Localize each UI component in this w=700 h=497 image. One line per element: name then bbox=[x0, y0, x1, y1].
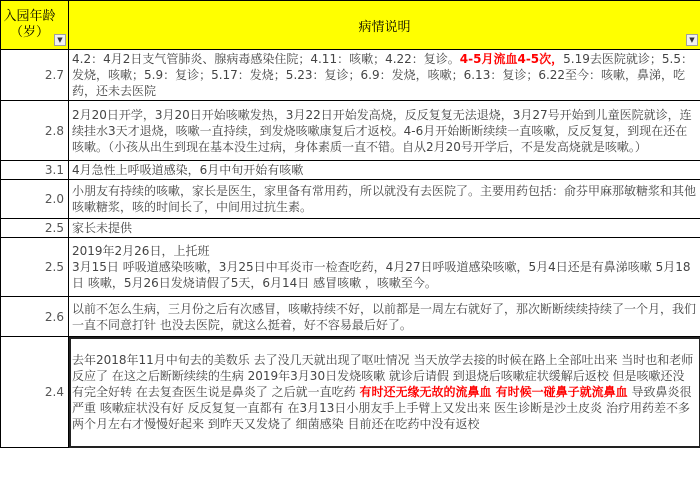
table-row bbox=[1, 50, 700, 101]
filter-dropdown-icon[interactable]: ▼ bbox=[54, 34, 66, 46]
description-cell[interactable] bbox=[69, 161, 700, 180]
description-cell[interactable] bbox=[69, 219, 700, 238]
description-text: 以前不怎么生病，三月份之后有次感冒，咳嗽持续不好，以前都是一周左右就好了，那次断断续续持续了一个月，我们一直不同意打针 也没去医院，就这么挺着，好不容易最后好了。 bbox=[72, 301, 697, 332]
description-cell[interactable] bbox=[69, 297, 700, 337]
highlighted-text: 4-5月流血4-5次， bbox=[459, 52, 564, 66]
description-cell[interactable] bbox=[69, 101, 700, 161]
description-text: 4.2：4月2日支气管肺炎、腺病毒感染住院；4.11：咳嗽；4.22：复诊。 bbox=[72, 52, 460, 66]
header-row bbox=[1, 1, 700, 50]
age-cell[interactable]: 2.0 bbox=[1, 180, 69, 219]
age-cell[interactable]: 2.4 bbox=[1, 337, 69, 448]
description-text: 小朋友有持续的咳嗽，家长是医生，家里备有常用药，所以就没有去医院了。主要用药包括：俞芬甲麻那敏糖浆和其他咳嗽糖浆，咳的时间长了，中间用过抗生素。 bbox=[72, 184, 697, 214]
table-row bbox=[1, 101, 700, 161]
description-text: 导致鼻炎很严重 咳嗽症状没有好 反反复复一直都有 在3月13日小朋友手上手臂上又发出来 医生诊断是沙土皮炎 治疗用药差不多两个月左右才慢慢好起来 到昨天又发烧了 细菌感染 目前还在吃药中没有返校 bbox=[72, 385, 692, 431]
age-cell[interactable]: 3.1 bbox=[1, 161, 69, 180]
description-text: 去年2018年11月中旬去的美数乐 去了没几天就出现了呕吐情况 当天放学去接的时候在路上全部吐出来 当时也和老师反应了 在这之后断断续续的生病 2019年3月30日发烧咳嗽 就诊后请假 到退烧后咳嗽症状缓解后返校 但是咳嗽还没有完全好转 在去复查医生说是鼻炎了 之后就一直吃药 bbox=[72, 353, 694, 399]
description-text: 4月急性上呼吸道感染，6月中旬开始有咳嗽 bbox=[72, 163, 304, 177]
table-row bbox=[1, 337, 700, 448]
description-text: 2019年2月26日，上托班 3月15日 呼吸道感染咳嗽，3月25日中耳炎市一检查吃药，4月27日呼吸道感染咳嗽，5月4日还是有鼻涕咳嗽 5月18日 咳嗽，5月26日发烧请假了5天，6月14日 感冒咳嗽 ，咳嗽至今。 bbox=[72, 244, 691, 290]
description-cell[interactable] bbox=[69, 238, 700, 297]
description-header-label: 病情说明 bbox=[358, 19, 411, 35]
table-row bbox=[1, 238, 700, 297]
age-cell[interactable]: 2.5 bbox=[1, 238, 69, 297]
table-row bbox=[1, 161, 700, 180]
description-column-header[interactable] bbox=[69, 1, 700, 50]
table-row bbox=[1, 297, 700, 337]
age-column-header[interactable] bbox=[1, 1, 69, 50]
table-row bbox=[1, 180, 700, 219]
description-cell[interactable] bbox=[69, 180, 700, 219]
age-cell[interactable]: 2.7 bbox=[1, 50, 69, 101]
description-text: 5.19去医院就诊；5.5：发烧，咳嗽；5.9：复诊；5.17：发烧；5.23：复诊；6.9：发烧，咳嗽；6.13：复诊；6.22至今：咳嗽，鼻涕，吃药，还未去医院 bbox=[72, 52, 693, 98]
description-cell[interactable] bbox=[69, 50, 700, 101]
age-header-label: 入园年龄（岁） bbox=[3, 9, 56, 40]
filter-dropdown-icon[interactable]: ▼ bbox=[686, 34, 698, 46]
age-cell[interactable]: 2.5 bbox=[1, 219, 69, 238]
description-text: 2月20日开学，3月20日开始咳嗽发热，3月22日开始发高烧，反反复复无法退烧，3月27号开始到儿童医院就诊，连续挂水3天才退烧，咳嗽一直持续，到发烧咳嗽康复后才返校。4-6月开始断断续续一直咳嗽，反反复复，到现在还在咳嗽。（小孩从出生到现在基本没生过病，身体素质一直不错。自从2月20号开学后，不是发高烧就是咳嗽。） bbox=[72, 107, 692, 154]
age-cell[interactable]: 2.6 bbox=[1, 297, 69, 337]
highlighted-text: 有时还无缘无故的流鼻血 有时候一碰鼻子就流鼻血 bbox=[359, 385, 628, 399]
description-cell[interactable] bbox=[69, 337, 700, 448]
table-row bbox=[1, 219, 700, 238]
description-text: 家长未提供 bbox=[72, 221, 133, 235]
age-cell[interactable]: 2.8 bbox=[1, 101, 69, 161]
